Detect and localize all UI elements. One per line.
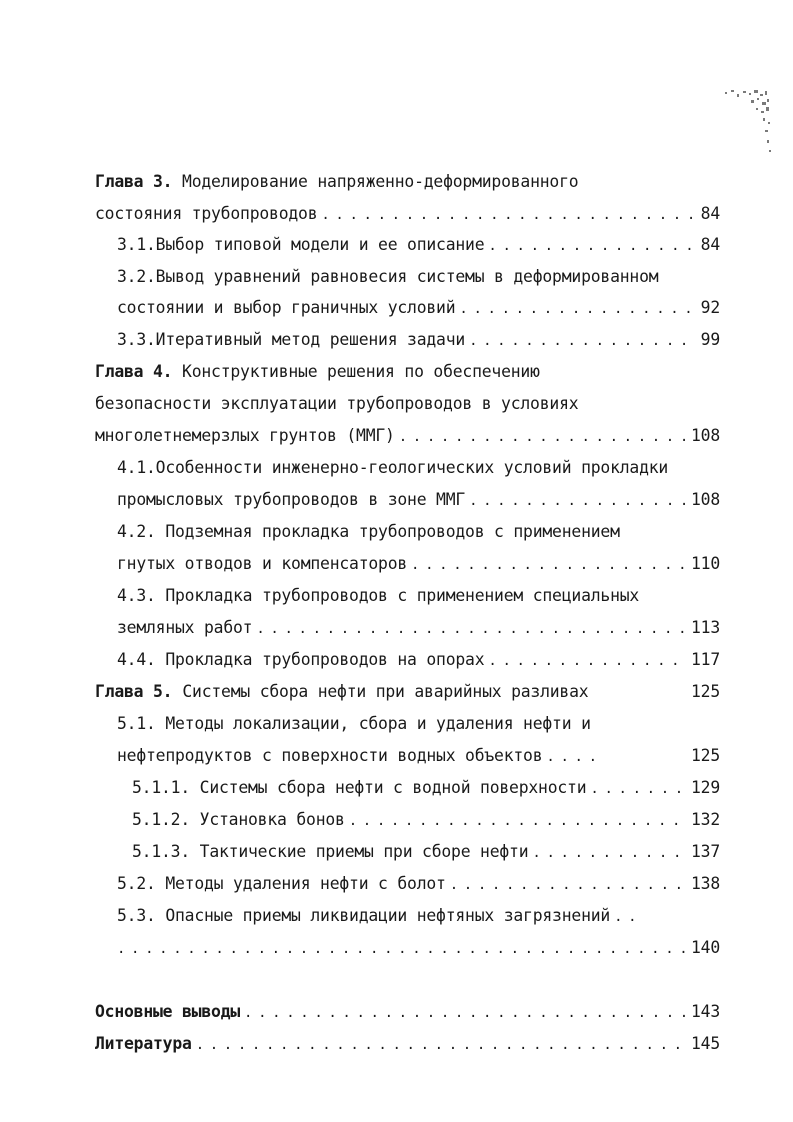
entry-title: 5.1.3. Тактические приемы при сборе нефти xyxy=(132,842,529,861)
dot-leader xyxy=(590,778,687,800)
entry-title: 4.1.Особенности инженерно-геологических условий прокладки xyxy=(117,458,669,477)
toc-section-5-3-line2 xyxy=(117,937,720,960)
toc-section-3-2-line2 xyxy=(117,297,720,320)
entry-title: 5.2. Методы удаления нефти с болот xyxy=(117,874,446,893)
entry-title: Основные выводы xyxy=(95,1002,241,1021)
chapter-label: Глава 3. xyxy=(95,172,173,191)
page-number: 84 xyxy=(700,235,720,254)
dot-leader xyxy=(196,1034,687,1056)
entry-title: нефтепродуктов с поверхности водных объектов xyxy=(117,746,543,765)
dot-leader xyxy=(450,874,687,896)
page-number: 84 xyxy=(700,204,720,223)
toc-section-5-2 xyxy=(117,873,720,896)
dot-leader xyxy=(488,235,696,257)
dot-leader xyxy=(411,554,687,576)
page-number: 108 xyxy=(690,490,720,509)
page-number: 125 xyxy=(690,682,720,701)
page-number: 125 xyxy=(690,746,720,765)
page-number: 138 xyxy=(690,874,720,893)
entry-title: состоянии и выбор граничных условий xyxy=(117,298,456,317)
dot-leader xyxy=(321,204,696,226)
dot-leader xyxy=(459,298,696,320)
entry-title: 5.3. Опасные приемы ликвидации нефтяных загрязнений xyxy=(117,906,611,925)
entry-title: 3.1.Выбор типовой модели и ее описание xyxy=(117,235,485,254)
toc-section-4-1-line1 xyxy=(117,457,720,479)
page-number: 140 xyxy=(690,938,720,957)
entry-title: 4.3. Прокладка трубопроводов с применением специальных xyxy=(117,586,640,605)
dot-leader xyxy=(244,1002,687,1024)
page-number: 99 xyxy=(700,330,720,349)
page-number: 145 xyxy=(690,1034,720,1053)
toc-section-4-2-line1 xyxy=(117,521,720,543)
chapter-label: Глава 4. xyxy=(95,362,173,381)
toc-chapter-4-entry xyxy=(95,425,720,448)
chapter-label: Глава 5. xyxy=(95,682,173,701)
toc-section-4-3-line1 xyxy=(117,585,720,607)
entry-title: многолетнемерзлых грунтов (ММГ) xyxy=(95,426,395,445)
toc-subsection-5-1-1 xyxy=(132,777,720,800)
page-number: 117 xyxy=(690,650,720,669)
toc-chapter-4-line2 xyxy=(95,393,720,415)
entry-title: гнутых отводов и компенсаторов xyxy=(117,554,408,573)
entry-title: 5.1. Методы локализации, сбора и удаления нефти и xyxy=(117,714,591,733)
page-number: 113 xyxy=(690,618,720,637)
dot-leader xyxy=(399,426,687,448)
entry-title: 3.2.Вывод уравнений равновесия системы в деформированном xyxy=(117,267,659,286)
toc-section-3-1 xyxy=(117,234,720,257)
entry-title: 5.1.2. Установка бонов xyxy=(132,810,345,829)
entry-title: 4.4. Прокладка трубопроводов на опорах xyxy=(117,650,485,669)
toc-section-5-1-line2 xyxy=(117,745,720,768)
page-number: 129 xyxy=(690,778,720,797)
scan-noise-mark xyxy=(723,88,771,160)
toc-subsection-5-1-3 xyxy=(132,841,720,864)
toc-chapter-5-heading xyxy=(95,681,720,703)
dot-leader xyxy=(469,330,697,352)
dot-leader xyxy=(349,810,687,832)
entry-title: 3.3.Итеративный метод решения задачи xyxy=(117,330,466,349)
chapter-title: Системы сбора нефти при аварийных разливах xyxy=(182,682,589,701)
dot-leader xyxy=(469,490,687,512)
page-number: 92 xyxy=(700,298,720,317)
toc-chapter-3-entry xyxy=(95,203,720,226)
toc-chapter-4-heading xyxy=(95,361,720,383)
toc-chapter-3-heading xyxy=(95,171,720,193)
dot-leader xyxy=(614,906,636,928)
chapter-title: Моделирование напряженно-деформированного xyxy=(182,172,579,191)
toc-conclusions xyxy=(95,1001,720,1024)
toc-section-3-3 xyxy=(117,329,720,352)
entry-title: 5.1.1. Системы сбора нефти с водной поверхности xyxy=(132,778,587,797)
chapter-title: Конструктивные решения по обеспечению xyxy=(182,362,540,381)
dot-leader xyxy=(256,618,687,640)
page-number: 110 xyxy=(690,554,720,573)
toc-section-5-1-line1 xyxy=(117,713,720,735)
toc-literature xyxy=(95,1033,720,1056)
page-number: 132 xyxy=(690,810,720,829)
entry-title: Литература xyxy=(95,1034,192,1053)
toc-section-5-3-line1 xyxy=(117,905,720,928)
dot-leader xyxy=(546,746,602,768)
toc-subsection-5-1-2 xyxy=(132,809,720,832)
toc-section-4-3-line2 xyxy=(117,617,720,640)
toc-section-4-1-line2 xyxy=(117,489,720,512)
dot-leader xyxy=(532,842,687,864)
dot-leader xyxy=(488,650,687,672)
toc-section-4-2-line2 xyxy=(117,553,720,576)
dot-leader xyxy=(117,938,687,960)
chapter-title: безопасности эксплуатации трубопроводов в условиях xyxy=(95,394,579,413)
page-number: 143 xyxy=(690,1002,720,1021)
page-number: 137 xyxy=(690,842,720,861)
entry-title: промысловых трубопроводов в зоне ММГ xyxy=(117,490,466,509)
toc-section-3-2-line1 xyxy=(117,266,720,288)
entry-title: состояния трубопроводов xyxy=(95,204,318,223)
toc-section-4-4 xyxy=(117,649,720,672)
page-number: 108 xyxy=(690,426,720,445)
entry-title: 4.2. Подземная прокладка трубопроводов с применением xyxy=(117,522,620,541)
entry-title: земляных работ xyxy=(117,618,253,637)
